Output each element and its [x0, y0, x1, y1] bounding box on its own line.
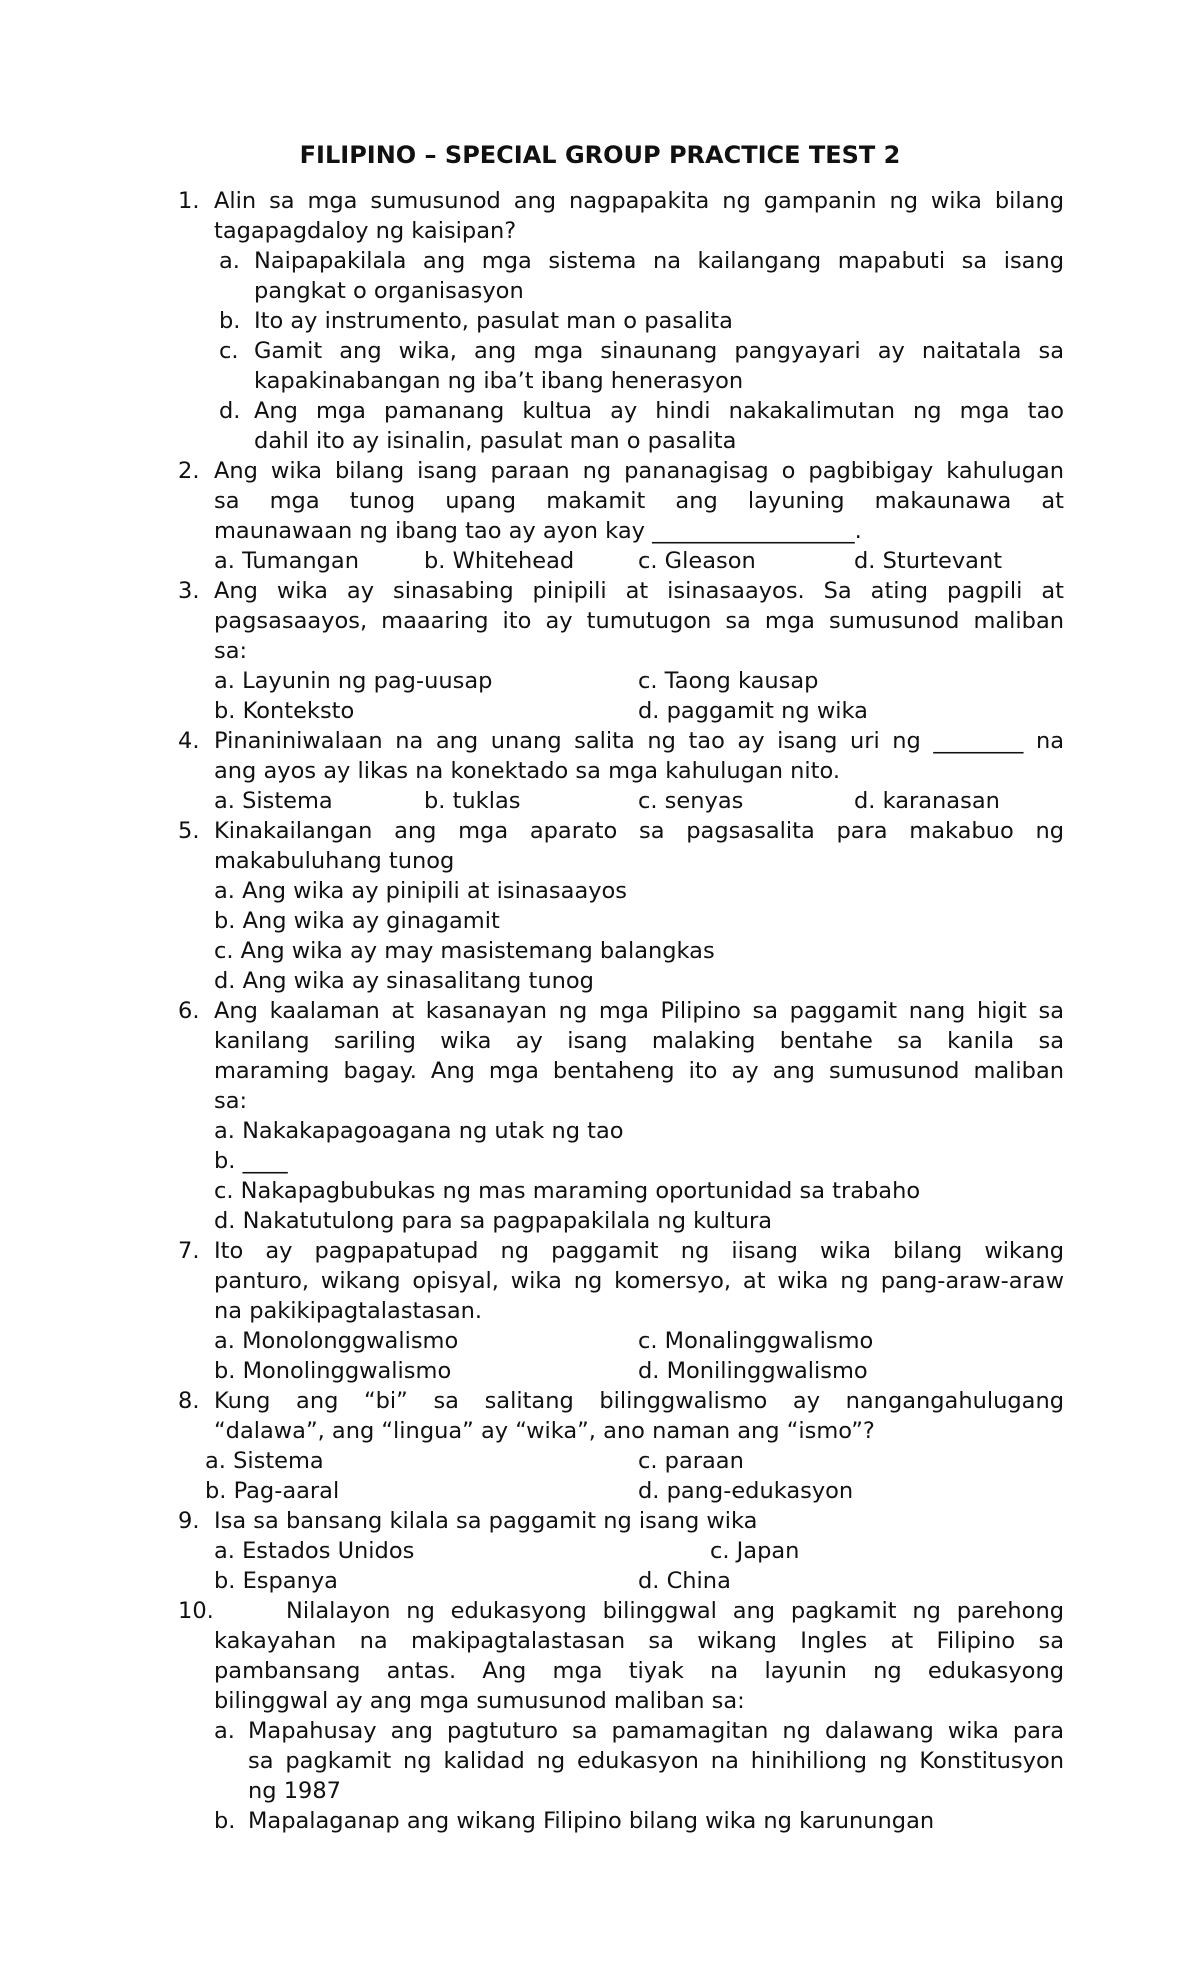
- question-text: “dalawa”, ang “lingua” ay “wika”, ano naman ang “ismo”?: [214, 1418, 875, 1444]
- choice-b: b. Whitehead: [424, 548, 575, 574]
- choice-text: ng 1987: [248, 1778, 341, 1804]
- question-number: 2.: [178, 458, 200, 484]
- question-text: makabuluhang tunog: [214, 848, 455, 874]
- choice-d: d. Monilinggwalismo: [638, 1358, 868, 1384]
- choice-a: a. Ang wika ay pinipili at isinasaayos: [214, 878, 628, 904]
- choice-d: d. Sturtevant: [854, 548, 1003, 574]
- question-text: kanilang sariling wika ay isang malaking bentahe sa kanila sa: [214, 1028, 1064, 1054]
- choice-text: Naipapakilala ang mga sistema na kailangang mapabuti sa isang: [254, 248, 1064, 274]
- question-text: ang ayos ay likas na konektado sa mga kahulugan nito.: [214, 758, 841, 784]
- question-number: 5.: [178, 818, 200, 844]
- choice-d: d. pang-edukasyon: [638, 1478, 854, 1504]
- choice-a: a. Monolonggwalismo: [214, 1328, 459, 1354]
- question-text: pagsasaayos, maaaring ito ay tumutugon sa mga sumusunod maliban: [214, 608, 1064, 634]
- choice-label: a.: [219, 248, 240, 274]
- choice-c: c. Gleason: [638, 548, 756, 574]
- question-text: sa mga tunog upang makamit ang layuning makaunawa at: [214, 488, 1064, 514]
- question-text: pambansang antas. Ang mga tiyak na layunin ng edukasyong: [214, 1658, 1064, 1684]
- choice-text: Mapalaganap ang wikang Filipino bilang wika ng karunungan: [248, 1808, 935, 1834]
- question-text: Nilalayon ng edukasyong bilinggwal ang pagkamit ng parehong: [286, 1598, 1064, 1624]
- choice-text: Ang mga pamanang kultua ay hindi nakakalimutan ng mga tao: [254, 398, 1064, 424]
- choice-text: Mapahusay ang pagtuturo sa pamamagitan ng dalawang wika para: [248, 1718, 1064, 1744]
- choice-a: a. Nakakapagoagana ng utak ng tao: [214, 1118, 624, 1144]
- choice-b: b. Espanya: [214, 1568, 338, 1594]
- choice-a: a. Sistema: [205, 1448, 324, 1474]
- question-text: Ang wika ay sinasabing pinipili at isinasaayos. Sa ating pagpili at: [214, 578, 1064, 604]
- question-text: tagapagdaloy ng kaisipan?: [214, 218, 517, 244]
- question-text: Ang wika bilang isang paraan ng pananagisag o pagbibigay kahulugan: [214, 458, 1064, 484]
- question-number: 9.: [178, 1508, 200, 1534]
- choice-d: d. Ang wika ay sinasalitang tunog: [214, 968, 594, 994]
- choice-b: b. Monolinggwalismo: [214, 1358, 452, 1384]
- question-text: maraming bagay. Ang mga bentaheng ito ay ang sumusunod maliban: [214, 1058, 1064, 1084]
- question-number: 8.: [178, 1388, 200, 1414]
- choice-d: d. Nakatutulong para sa pagpapakilala ng kultura: [214, 1208, 773, 1234]
- choice-d: d. paggamit ng wika: [638, 698, 868, 724]
- question-text: Alin sa mga sumusunod ang nagpapakita ng gampanin ng wika bilang: [214, 188, 1064, 214]
- question-text: sa:: [214, 638, 248, 664]
- choice-label: d.: [219, 398, 241, 424]
- choice-text: Ito ay instrumento, pasulat man o pasalita: [254, 308, 733, 334]
- choice-text: Gamit ang wika, ang mga sinaunang pangyayari ay naitatala sa: [254, 338, 1064, 364]
- choice-d: d. China: [638, 1568, 731, 1594]
- choice-label: a.: [214, 1718, 235, 1744]
- question-text: kakayahan na makipagtalastasan sa wikang Ingles at Filipino sa: [214, 1628, 1064, 1654]
- question-text: Kung ang “bi” sa salitang bilinggwalismo ay nangangahulugang: [214, 1388, 1064, 1414]
- choice-b: b. Konteksto: [214, 698, 355, 724]
- choice-b: b. Ang wika ay ginagamit: [214, 908, 500, 934]
- choice-c: c. senyas: [638, 788, 744, 814]
- question-text: Pinaniniwalaan na ang unang salita ng tao ay isang uri ng ________ na: [214, 728, 1064, 754]
- question-text: na pakikipagtalastasan.: [214, 1298, 483, 1324]
- choice-a: a. Sistema: [214, 788, 333, 814]
- question-number: 1.: [178, 188, 200, 214]
- choice-c: c. Ang wika ay may masistemang balangkas: [214, 938, 715, 964]
- choice-b: b. ____: [214, 1148, 288, 1174]
- question-number: 7.: [178, 1238, 200, 1264]
- question-text: maunawaan ng ibang tao ay ayon kay __________________.: [214, 518, 862, 544]
- choice-label: b.: [219, 308, 241, 334]
- choice-d: d. karanasan: [854, 788, 1000, 814]
- choice-text: pangkat o organisasyon: [254, 278, 524, 304]
- question-text: Ito ay pagpapatupad ng paggamit ng iisang wika bilang wikang: [214, 1238, 1064, 1264]
- choice-c: c. Japan: [710, 1538, 800, 1564]
- question-text: panturo, wikang opisyal, wika ng komersyo, at wika ng pang-araw-araw: [214, 1268, 1064, 1294]
- choice-b: b. tuklas: [424, 788, 521, 814]
- choice-label: c.: [219, 338, 239, 364]
- question-number: 10.: [178, 1598, 214, 1624]
- choice-text: kapakinabangan ng iba’t ibang henerasyon: [254, 368, 744, 394]
- choice-c: c. Monalinggwalismo: [638, 1328, 874, 1354]
- page-title: FILIPINO – SPECIAL GROUP PRACTICE TEST 2: [299, 141, 901, 169]
- question-text: Ang kaalaman at kasanayan ng mga Pilipino sa paggamit nang higit sa: [214, 998, 1064, 1024]
- choice-text: dahil ito ay isinalin, pasulat man o pasalita: [254, 428, 737, 454]
- question-number: 4.: [178, 728, 200, 754]
- question-text: bilinggwal ay ang mga sumusunod maliban sa:: [214, 1688, 745, 1714]
- choice-a: a. Layunin ng pag-uusap: [214, 668, 493, 694]
- question-number: 3.: [178, 578, 200, 604]
- question-text: Isa sa bansang kilala sa paggamit ng isang wika: [214, 1508, 758, 1534]
- choice-a: a. Tumangan: [214, 548, 359, 574]
- question-number: 6.: [178, 998, 200, 1024]
- question-text: Kinakailangan ang mga aparato sa pagsasalita para makabuo ng: [214, 818, 1064, 844]
- question-text: sa:: [214, 1088, 248, 1114]
- choice-a: a. Estados Unidos: [214, 1538, 415, 1564]
- choice-c: c. Nakapagbubukas ng mas maraming oportunidad sa trabaho: [214, 1178, 921, 1204]
- choice-c: c. Taong kausap: [638, 668, 819, 694]
- choice-c: c. paraan: [638, 1448, 744, 1474]
- choice-label: b.: [214, 1808, 236, 1834]
- choice-b: b. Pag-aaral: [205, 1478, 340, 1504]
- choice-text: sa pagkamit ng kalidad ng edukasyon na hinihiliong ng Konstitusyon: [248, 1748, 1064, 1774]
